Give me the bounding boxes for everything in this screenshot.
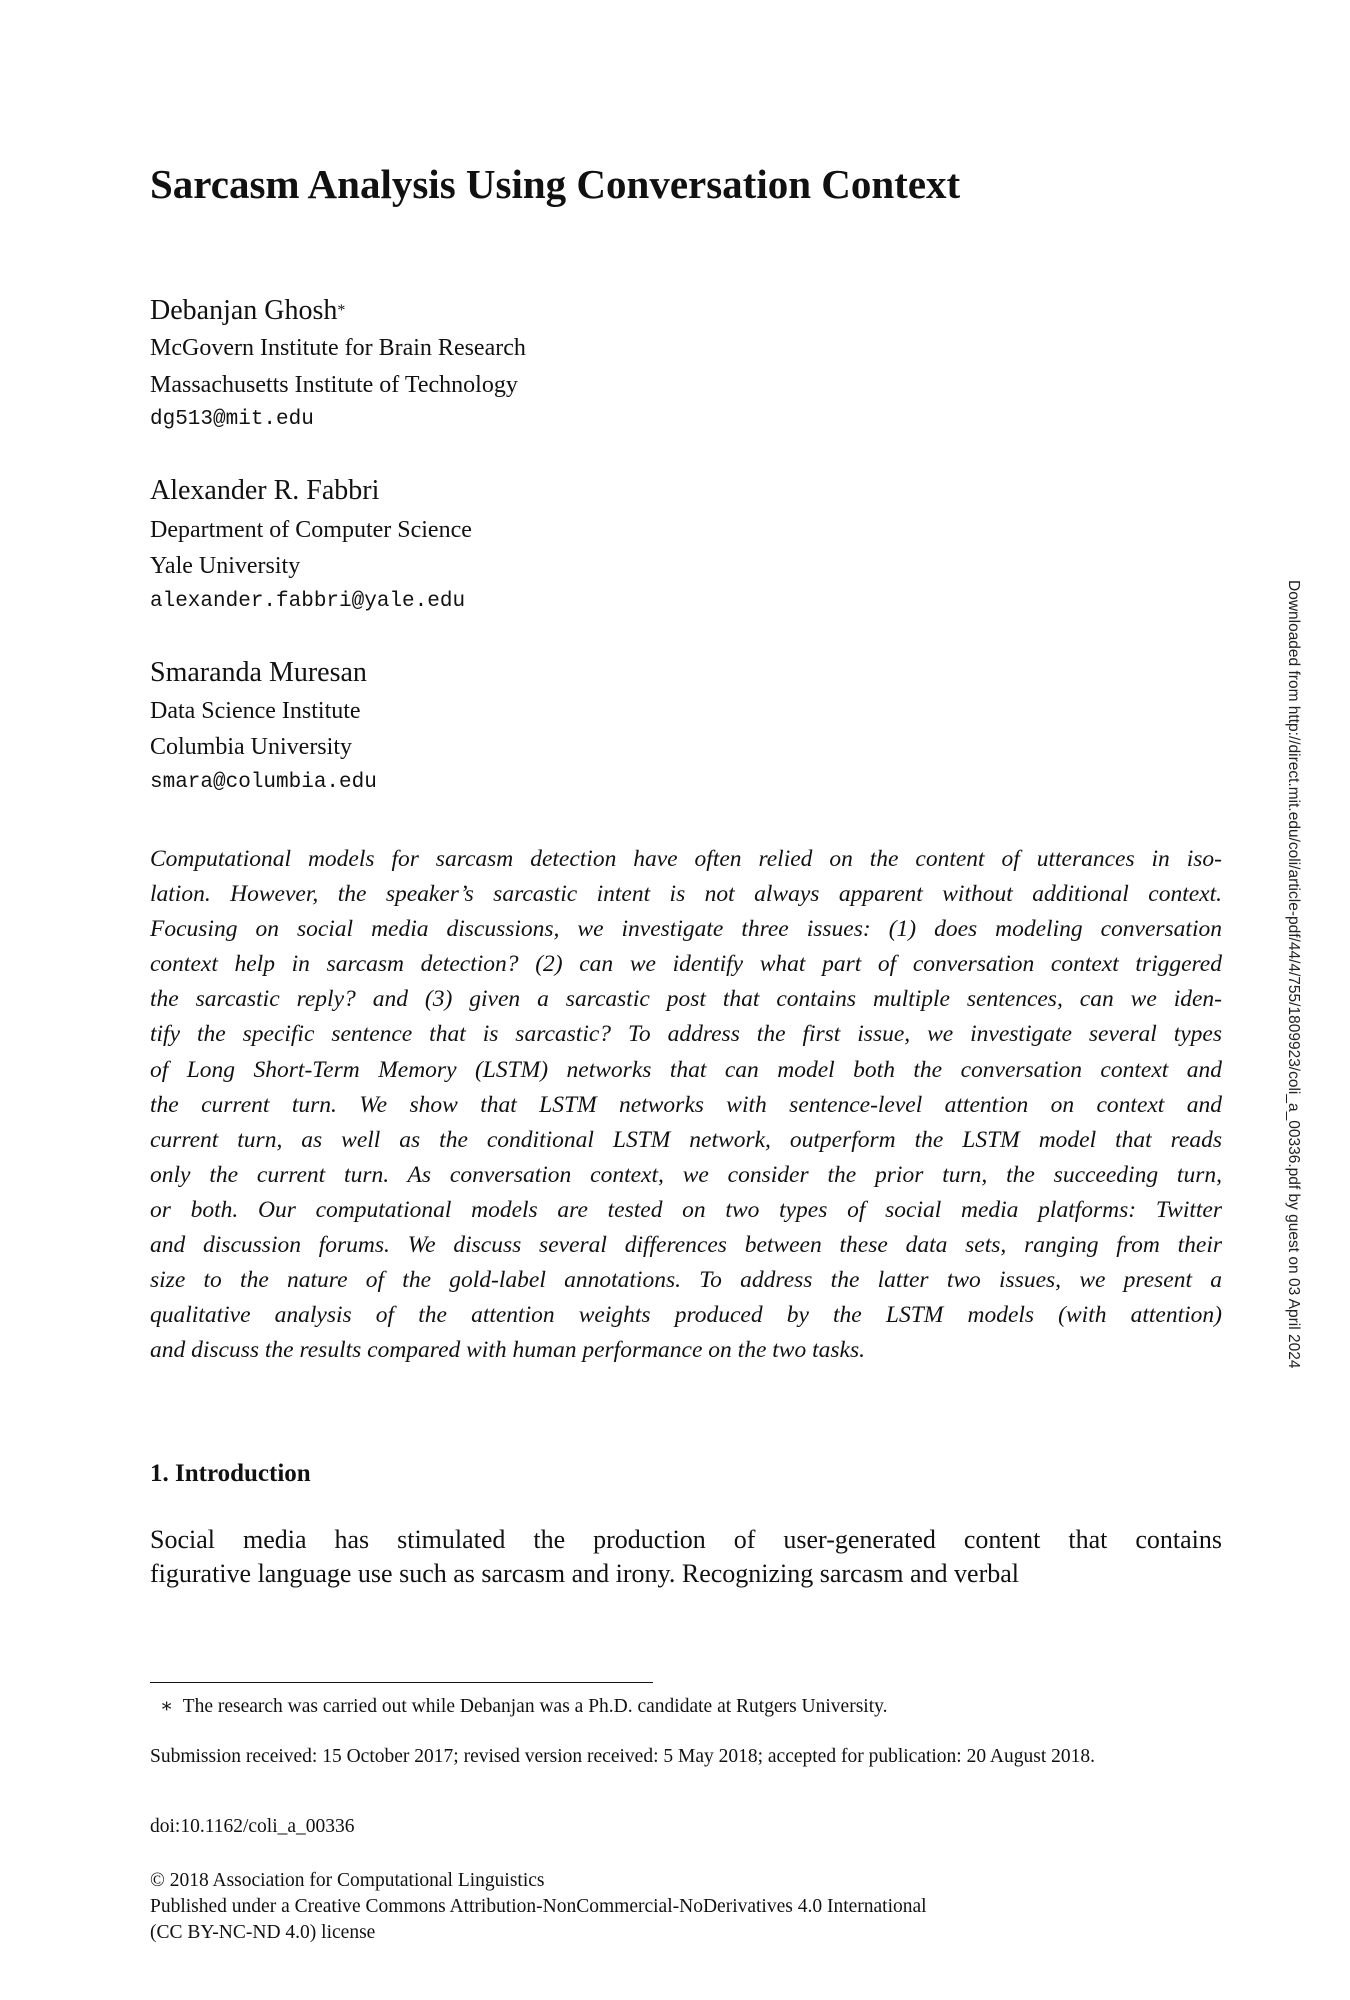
text-line: context help in sarcasm detection? (2) can we identify what part of conversation context triggered <box>150 951 1222 978</box>
author-affiliation: Yale University <box>150 553 301 579</box>
text-line: only the current turn. As conversation context, we consider the prior turn, the succeeding turn, <box>150 1161 1222 1188</box>
footnote <box>160 1694 888 1720</box>
author-email[interactable]: alexander.fabbri@yale.edu <box>150 590 466 613</box>
author-name-text: Debanjan Ghosh <box>150 295 338 326</box>
download-watermark <box>1280 580 1304 1440</box>
text-line: Social media has stimulated the production of user-generated content that contains <box>150 1525 1222 1554</box>
author-affiliation: Department of Computer Science <box>150 517 472 543</box>
text-line: Focusing on social media discussions, we investigate three issues: (1) does modeling conversation <box>150 916 1222 943</box>
text-line: or both. Our computational models are tested on two types of social media platforms: Twitter <box>150 1196 1222 1223</box>
text-line: the current turn. We show that LSTM networks with sentence-level attention on context and <box>150 1091 1222 1118</box>
copyright: © 2018 Association for Computational Linguistics <box>150 1870 545 1891</box>
paper-title: Sarcasm Analysis Using Conversation Context <box>150 161 961 207</box>
text-line: tify the specific sentence that is sarcastic? To address the first issue, we investigate several types <box>150 1021 1222 1048</box>
footnote-text: The research was carried out while Debanjan was a Ph.D. candidate at Rutgers University. <box>182 1696 888 1717</box>
footnote-mark: ∗ <box>160 1696 174 1717</box>
text-line: lation. However, the speaker’s sarcastic intent is not always apparent without additional context. <box>150 881 1222 908</box>
license-line: Published under a Creative Commons Attribution-NonCommercial-NoDerivatives 4.0 International <box>150 1896 927 1917</box>
author-name: Alexander R. Fabbri <box>150 475 380 506</box>
footnote-mark: * <box>337 302 346 319</box>
text-line: of Long Short-Term Memory (LSTM) networks that can model both the conversation context and <box>150 1056 1222 1083</box>
author-email[interactable]: dg513@mit.edu <box>150 408 314 431</box>
author-name: Smaranda Muresan <box>150 657 367 688</box>
author-name <box>150 293 345 329</box>
doi[interactable]: doi:10.1162/coli_a_00336 <box>150 1816 355 1837</box>
author-affiliation: Massachusetts Institute of Technology <box>150 372 518 398</box>
text-line: the sarcastic reply? and (3) given a sarcastic post that contains multiple sentences, can we iden- <box>150 986 1222 1013</box>
footnote-rule <box>150 1682 653 1683</box>
text-line: and discussion forums. We discuss several differences between these data sets, ranging from their <box>150 1232 1222 1259</box>
author-email[interactable]: smara@columbia.edu <box>150 771 377 794</box>
text-line: and discuss the results compared with human performance on the two tasks. <box>150 1337 865 1364</box>
submission-dates: Submission received: 15 October 2017; revised version received: 5 May 2018; accepted for publication: 20 August 2018. <box>150 1746 1095 1767</box>
license-line: (CC BY-NC-ND 4.0) license <box>150 1922 376 1943</box>
text-line: current turn, as well as the conditional LSTM network, outperform the LSTM model that reads <box>150 1126 1222 1153</box>
abstract <box>150 842 1222 1368</box>
author-affiliation: Columbia University <box>150 734 352 760</box>
author-affiliation: McGovern Institute for Brain Research <box>150 335 526 361</box>
text-line: size to the nature of the gold-label annotations. To address the latter two issues, we present a <box>150 1267 1222 1294</box>
text-line: qualitative analysis of the attention weights produced by the LSTM models (with attention) <box>150 1302 1222 1329</box>
text-line: figurative language use such as sarcasm and irony. Recognizing sarcasm and verbal <box>150 1558 1020 1588</box>
download-watermark-text: Downloaded from http://direct.mit.edu/coli/article-pdf/44/4/755/1809923/coli_a_00336.pdf by guest on 03 April 2024 <box>1285 580 1302 1369</box>
text-line: Computational models for sarcasm detection have often relied on the content of utterances in iso- <box>150 846 1222 872</box>
section-heading: 1. Introduction <box>150 1460 311 1487</box>
author-affiliation: Data Science Institute <box>150 698 361 724</box>
introduction-paragraph <box>150 1523 1222 1590</box>
